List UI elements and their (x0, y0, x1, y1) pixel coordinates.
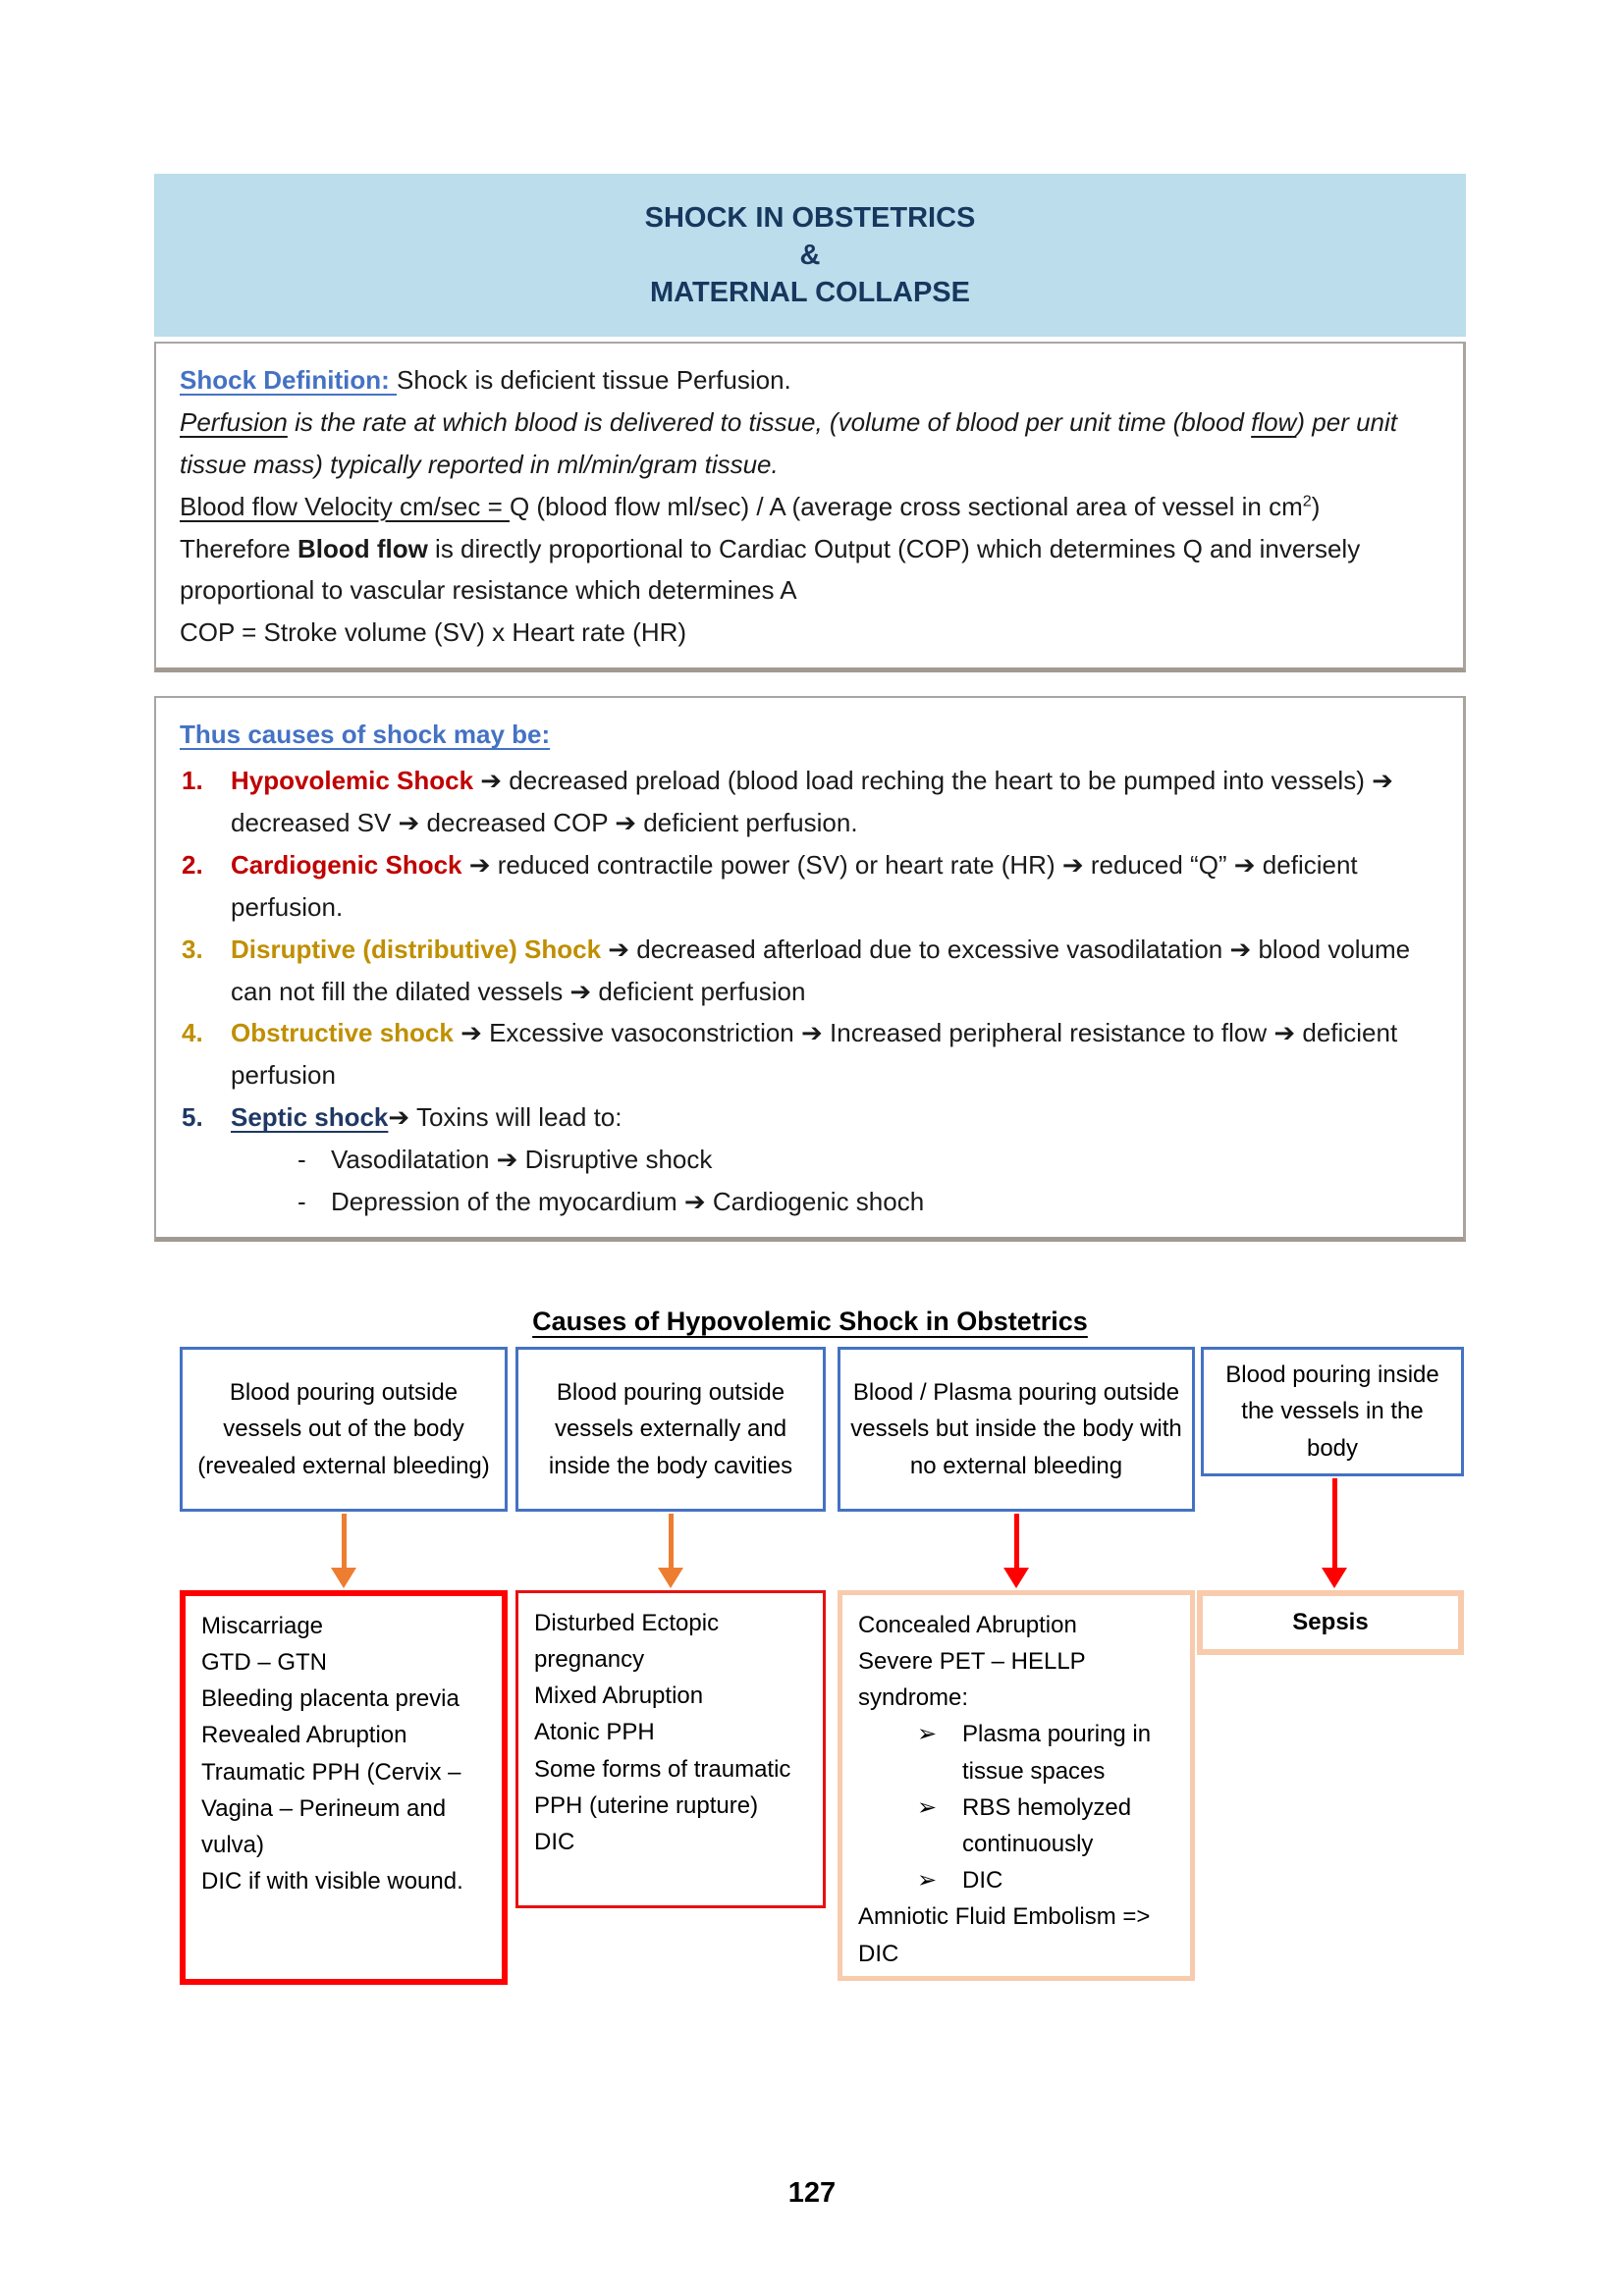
arrow-shaft (342, 1514, 347, 1568)
flow-top-box-4: Blood pouring inside the vessels in the body (1201, 1347, 1464, 1476)
definition-box (154, 342, 1466, 672)
dash-bullet: - (298, 1145, 306, 1175)
arrow-shaft (1332, 1478, 1337, 1568)
cause-item-5 (180, 1096, 1424, 1139)
flow-section-heading (154, 1307, 1466, 1337)
cause-text: ➔ decreased preload (blood load reching the heart to be pumped into vessels) ➔ decreased SV ➔ decreased COP ➔ deficient perfusion. (231, 766, 1393, 838)
arrow-shaft (1014, 1514, 1019, 1568)
sepsis-label: Sepsis (1292, 1609, 1369, 1636)
flow-top-box-3: Blood / Plasma pouring outside vessels but inside the body with no external bleeding (838, 1347, 1195, 1512)
cause-text: ➔ Excessive vasoconstriction ➔ Increased peripheral resistance to flow ➔ deficient perfusion (231, 1018, 1398, 1091)
list-line: GTD – GTN (201, 1649, 328, 1677)
list-line: Concealed Abruption (858, 1611, 1077, 1638)
perfusion-text: is the rate at which blood is delivered to tissue, (volume of blood per unit time (blood (287, 406, 1252, 437)
arrow-head (1322, 1568, 1347, 1588)
hypovolemic-flow-diagram (154, 1347, 1466, 2002)
cause-number: 3. (182, 934, 203, 964)
cause-item-2 (180, 844, 1424, 929)
arrow-head (331, 1568, 356, 1588)
flow-heading-text: Causes of Hypovolemic Shock in Obstetrics (532, 1306, 1088, 1336)
therefore-text: Therefore (180, 533, 298, 563)
cop-formula: COP = Stroke volume (SV) x Heart rate (HR) (180, 617, 687, 648)
definition-text: Shock is deficient tissue Perfusion. (397, 365, 791, 395)
dash-bullet: - (298, 1187, 306, 1217)
list-line: Mixed Abruption (534, 1682, 704, 1710)
definition-line-shock (180, 359, 1437, 401)
cause-sub-item-2 (298, 1181, 1424, 1223)
down-arrow-orange-icon (331, 1514, 356, 1588)
list-line: Severe PET – HELLP syndrome: (858, 1648, 1086, 1712)
cause-text: ➔ reduced contractile power (SV) or heart rate (HR) ➔ reduced “Q” ➔ deficient perfusion. (231, 849, 1358, 922)
list-line: Atonic PPH (534, 1719, 655, 1746)
definition-heading: Shock Definition: (180, 365, 397, 395)
arrow-head (658, 1568, 683, 1588)
flow-top-box-1: Blood pouring outside vessels out of the body (revealed external bleeding) (180, 1347, 508, 1512)
velocity-term: Blood flow Velocity cm/sec = (180, 491, 510, 521)
title-line-1: SHOCK IN OBSTETRICS (644, 201, 976, 234)
arrow-shaft (669, 1514, 674, 1568)
page-number: 127 (787, 2177, 837, 2209)
list-line: DIC (534, 1829, 575, 1856)
list-line: Bleeding placenta previa (201, 1685, 460, 1713)
bullet-line (858, 1789, 1178, 1862)
bullet-line (858, 1862, 1178, 1898)
bullet-line (858, 1716, 1178, 1789)
sub-item-text: Depression of the myocardium ➔ Cardiogenic shoch (331, 1187, 925, 1217)
list-line: Some forms of traumatic PPH (uterine rupture) (534, 1755, 791, 1819)
bullet-text: Plasma pouring in tissue spaces (962, 1721, 1152, 1785)
list-line: Miscarriage (201, 1612, 324, 1639)
arrow-bullet-icon: ➢ (917, 1867, 938, 1895)
velocity-close: ) (1311, 491, 1321, 521)
arrow-bullet-icon: ➢ (917, 1793, 938, 1821)
perfusion-text-end: ) per unit tissue mass) typically reported in ml/min/gram tissue. (180, 406, 1397, 479)
sub-item-text: Vasodilatation ➔ Disruptive shock (331, 1145, 713, 1175)
cause-item-1 (180, 760, 1424, 844)
cause-text: ➔ Toxins will lead to: (388, 1102, 623, 1133)
cause-item-4 (180, 1012, 1424, 1096)
down-arrow-red-icon (1322, 1478, 1347, 1588)
title-line-2: & (799, 239, 821, 271)
definition-line-therefore (180, 528, 1437, 613)
velocity-superscript: 2 (1302, 492, 1312, 510)
list-line: Amniotic Fluid Embolism => DIC (858, 1903, 1151, 1967)
flow-bottom-box-1 (180, 1590, 508, 1985)
cause-number: 4. (182, 1018, 203, 1048)
causes-heading: Thus causes of shock may be: (180, 720, 551, 750)
blood-flow-term: Blood flow (297, 533, 428, 563)
page-content (154, 174, 1466, 2002)
cause-sub-item-1 (298, 1139, 1424, 1181)
cause-name: Septic shock (231, 1102, 389, 1133)
bullet-text: DIC (962, 1867, 1003, 1895)
cause-name: Hypovolemic Shock (231, 766, 474, 796)
arrow-bullet-icon: ➢ (917, 1721, 938, 1748)
perfusion-term: Perfusion (180, 406, 288, 437)
velocity-text: Q (blood flow ml/sec) / A (average cross sectional area of vessel in cm (509, 491, 1303, 521)
cause-name: Cardiogenic Shock (231, 849, 462, 880)
down-arrow-orange-icon (658, 1514, 683, 1588)
flow-top-box-2: Blood pouring outside vessels externally and inside the body cavities (515, 1347, 826, 1512)
title-line-3: MATERNAL COLLAPSE (650, 277, 970, 309)
cause-text: ➔ decreased afterload due to excessive vasodilatation ➔ blood volume can not fill the dilated vessels ➔ deficient perfusion (231, 934, 1411, 1006)
list-line: Disturbed Ectopic pregnancy (534, 1609, 720, 1674)
cause-number: 5. (182, 1102, 203, 1133)
bullet-text: RBS hemolyzed continuously (962, 1793, 1132, 1858)
cause-name: Disruptive (distributive) Shock (231, 934, 602, 964)
cause-name: Obstructive shock (231, 1018, 454, 1048)
title-banner (154, 174, 1466, 337)
list-line: Traumatic PPH (Cervix – Vagina – Perineum and vulva) (201, 1758, 461, 1859)
cause-item-3 (180, 929, 1424, 1013)
down-arrow-red-icon (1003, 1514, 1029, 1588)
list-line: DIC if with visible wound. (201, 1868, 463, 1896)
therefore-text-rest: is directly proportional to Cardiac Output (COP) which determines Q and inversely proportional to vascular resistance which determines A (180, 533, 1361, 606)
definition-line-cop (180, 612, 1437, 654)
definition-line-perfusion (180, 401, 1437, 486)
flow-bottom-box-3 (838, 1590, 1195, 1981)
flow-bottom-box-4 (1197, 1590, 1464, 1655)
flow-term: flow (1251, 406, 1297, 437)
arrow-head (1003, 1568, 1029, 1588)
cause-number: 1. (182, 766, 203, 796)
cause-number: 2. (182, 849, 203, 880)
flow-bottom-box-2 (515, 1590, 826, 1908)
causes-box (154, 696, 1466, 1242)
list-line: Revealed Abruption (201, 1722, 407, 1749)
definition-line-velocity (180, 486, 1437, 528)
